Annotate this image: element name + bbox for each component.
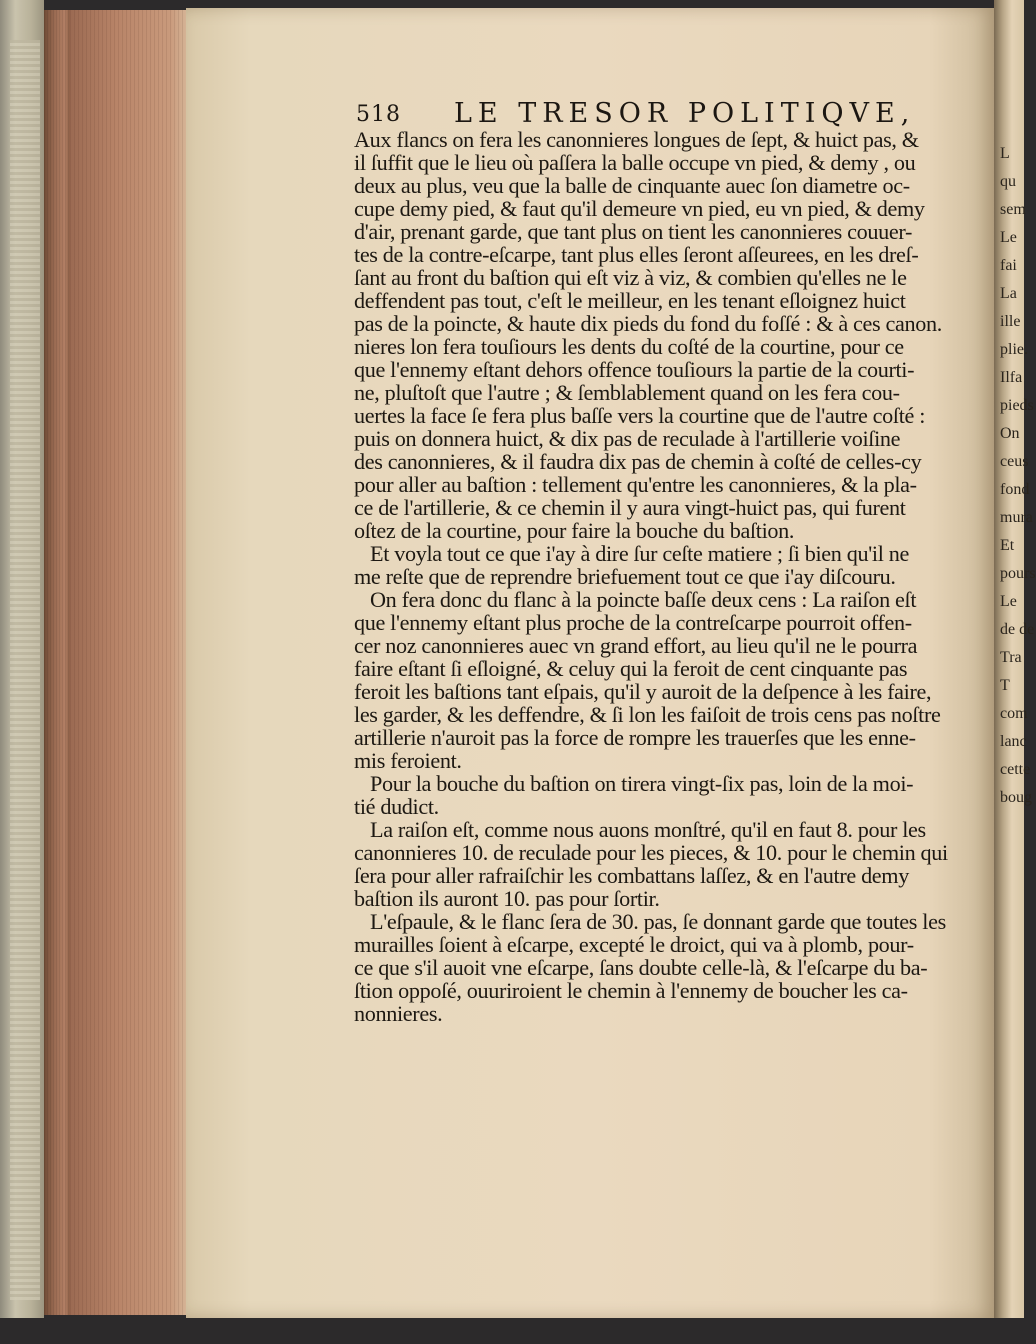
text-line: tié dudict. bbox=[354, 794, 439, 819]
text-line: cupe demy pied, & faut qu'il demeure vn pied, eu vn pied, & demy bbox=[354, 196, 925, 221]
text-line: ce que s'il auoit vne eſcarpe, ſans doubte celle-là, & l'eſcarpe du ba- bbox=[354, 955, 928, 980]
text-line: Aux flancs on fera les canonnieres longues de ſept, & huict pas, & bbox=[354, 127, 919, 152]
fragment: fai bbox=[1000, 257, 1017, 274]
fragment: pours bbox=[1000, 565, 1036, 582]
fragment: Ilfa bbox=[1000, 369, 1023, 386]
text-line: mis feroient. bbox=[354, 748, 462, 773]
text-line: pas de la poincte, & haute dix pieds du fond du foſſé : & à ces canon. bbox=[354, 311, 942, 336]
text-line: La raiſon eſt, comme nous auons monſtré, qu'il en faut 8. pour les bbox=[370, 817, 926, 842]
text-line: feroit les baſtions tant eſpais, qu'il y auroit de la deſpence à les faire, bbox=[354, 679, 932, 704]
fragment: boug bbox=[1000, 789, 1032, 806]
fragment: de de bbox=[1000, 621, 1035, 638]
body-text bbox=[354, 128, 966, 1025]
fragment: plie. bbox=[1000, 341, 1028, 358]
text-line: ſtion oppoſé, ouuriroient le chemin à l'ennemy de boucher les ca- bbox=[354, 978, 908, 1003]
fragment: On bbox=[1000, 425, 1020, 442]
text-line: deux au plus, veu que la balle de cinquante auec ſon diametre oc- bbox=[354, 173, 910, 198]
text-line: murailles ſoient à eſcarpe, excepté le droict, qui va à plomb, pour- bbox=[354, 932, 914, 957]
fragment: Le bbox=[1000, 229, 1017, 246]
text-line: puis on donnera huict, & dix pas de reculade à l'artillerie voiſine bbox=[354, 426, 901, 451]
text-line: baſtion ils auront 10. pas pour ſortir. bbox=[354, 886, 660, 911]
text-line: les garder, & les deffendre, & ſi lon les faiſoit de trois cens pas noſtre bbox=[354, 702, 941, 727]
text-line: L'eſpaule, & le flanc ſera de 30. pas, ſe donnant garde que toutes les bbox=[370, 909, 946, 934]
fragment: fond bbox=[1000, 481, 1030, 498]
text-line: faire eſtant ſi eſloigné, & celuy qui la feroit de cent cinquante pas bbox=[354, 656, 908, 681]
fragment: ceus bbox=[1000, 453, 1029, 470]
text-line: nieres lon fera touſiours les dents du coſté de la courtine, pour ce bbox=[354, 334, 904, 359]
background bbox=[0, 1318, 1024, 1344]
text-line: pour aller au baſtion : tellement qu'entre les canonnieres, & la pla- bbox=[354, 472, 917, 497]
fragment: Le bbox=[1000, 593, 1017, 610]
text-line: On fera donc du flanc à la poincte baſſe deux cens : La raiſon eſt bbox=[370, 587, 917, 612]
text-line: il ſuffit que le lieu où paſſera la balle occupe vn pied, & demy , ou bbox=[354, 150, 916, 175]
fragment: Et bbox=[1000, 537, 1015, 554]
text-line: canonnieres 10. de reculade pour les pieces, & 10. pour le chemin qui bbox=[354, 840, 948, 865]
text-line: des canonnieres, & il faudra dix pas de chemin à coſté de celles-cy bbox=[354, 449, 922, 474]
page-block-edge bbox=[44, 10, 70, 1315]
book-binding bbox=[0, 0, 44, 1344]
fragment: lanc bbox=[1000, 733, 1027, 750]
facing-page-text-fragments bbox=[1000, 140, 1036, 1260]
page-number: 518 bbox=[356, 102, 401, 127]
fragment: Tra bbox=[1000, 649, 1022, 666]
stacked-page-edges bbox=[70, 10, 188, 1315]
text-line: tes de la contre-eſcarpe, tant plus elles ſeront aſſeurees, en les dreſ- bbox=[354, 242, 919, 267]
text-line: nonnieres. bbox=[354, 1001, 443, 1026]
text-line: ſera pour aller rafraiſchir les combattans laſſez, & en l'autre demy bbox=[354, 863, 909, 888]
text-line: ne, pluſtoſt que l'autre ; & ſemblablement quand on les fera cou- bbox=[354, 380, 900, 405]
fragment: mura bbox=[1000, 509, 1033, 526]
fragment: cette bbox=[1000, 761, 1031, 778]
fragment: La bbox=[1000, 285, 1017, 302]
text-line: d'air, prenant garde, que tant plus on tient les canonnieres couuer- bbox=[354, 219, 912, 244]
text-line: Pour la bouche du baſtion on tirera vingt-ſix pas, loin de la moi- bbox=[370, 771, 914, 796]
text-line: cer noz canonnieres auec vn grand effort, au lieu qu'il ne le pourra bbox=[354, 633, 918, 658]
fragment: L bbox=[1000, 145, 1010, 162]
text-line: ſant au front du baſtion qui eſt viz à viz, & combien qu'elles ne le bbox=[354, 265, 907, 290]
running-title: LE TRESOR POLITIQVE, bbox=[454, 98, 916, 129]
text-line: uertes la face ſe fera plus baſſe vers la courtine que de l'autre coſté : bbox=[354, 403, 926, 428]
text-line: ce de l'artillerie, & ce chemin il y aura vingt-huict pas, qui furent bbox=[354, 495, 906, 520]
text-line: me reſte que de reprendre briefuement tout ce que i'ay diſcouru. bbox=[354, 564, 896, 589]
fragment: com bbox=[1000, 705, 1028, 722]
fragment: sem bbox=[1000, 201, 1026, 218]
fragment: T bbox=[1000, 677, 1010, 694]
fragment: pieds bbox=[1000, 397, 1034, 414]
text-line: que l'ennemy eſtant dehors offence touſiours la partie de la courti- bbox=[354, 357, 915, 382]
fragment: qu bbox=[1000, 173, 1016, 190]
fragment: ille bbox=[1000, 313, 1021, 330]
binding-cloth bbox=[10, 40, 40, 1300]
text-line: que l'ennemy eſtant plus proche de la contreſcarpe pourroit offen- bbox=[354, 610, 912, 635]
text-line: Et voyla tout ce que i'ay à dire ſur ceſte matiere ; ſi bien qu'il ne bbox=[370, 541, 909, 566]
text-line: deffendent pas tout, c'eſt le meilleur, en les tenant eſloignez huict bbox=[354, 288, 906, 313]
text-line: artillerie n'auroit pas la force de rompre les trauerſes que les enne- bbox=[354, 725, 916, 750]
text-line: oſtez de la courtine, pour faire la bouche du baſtion. bbox=[354, 518, 795, 543]
